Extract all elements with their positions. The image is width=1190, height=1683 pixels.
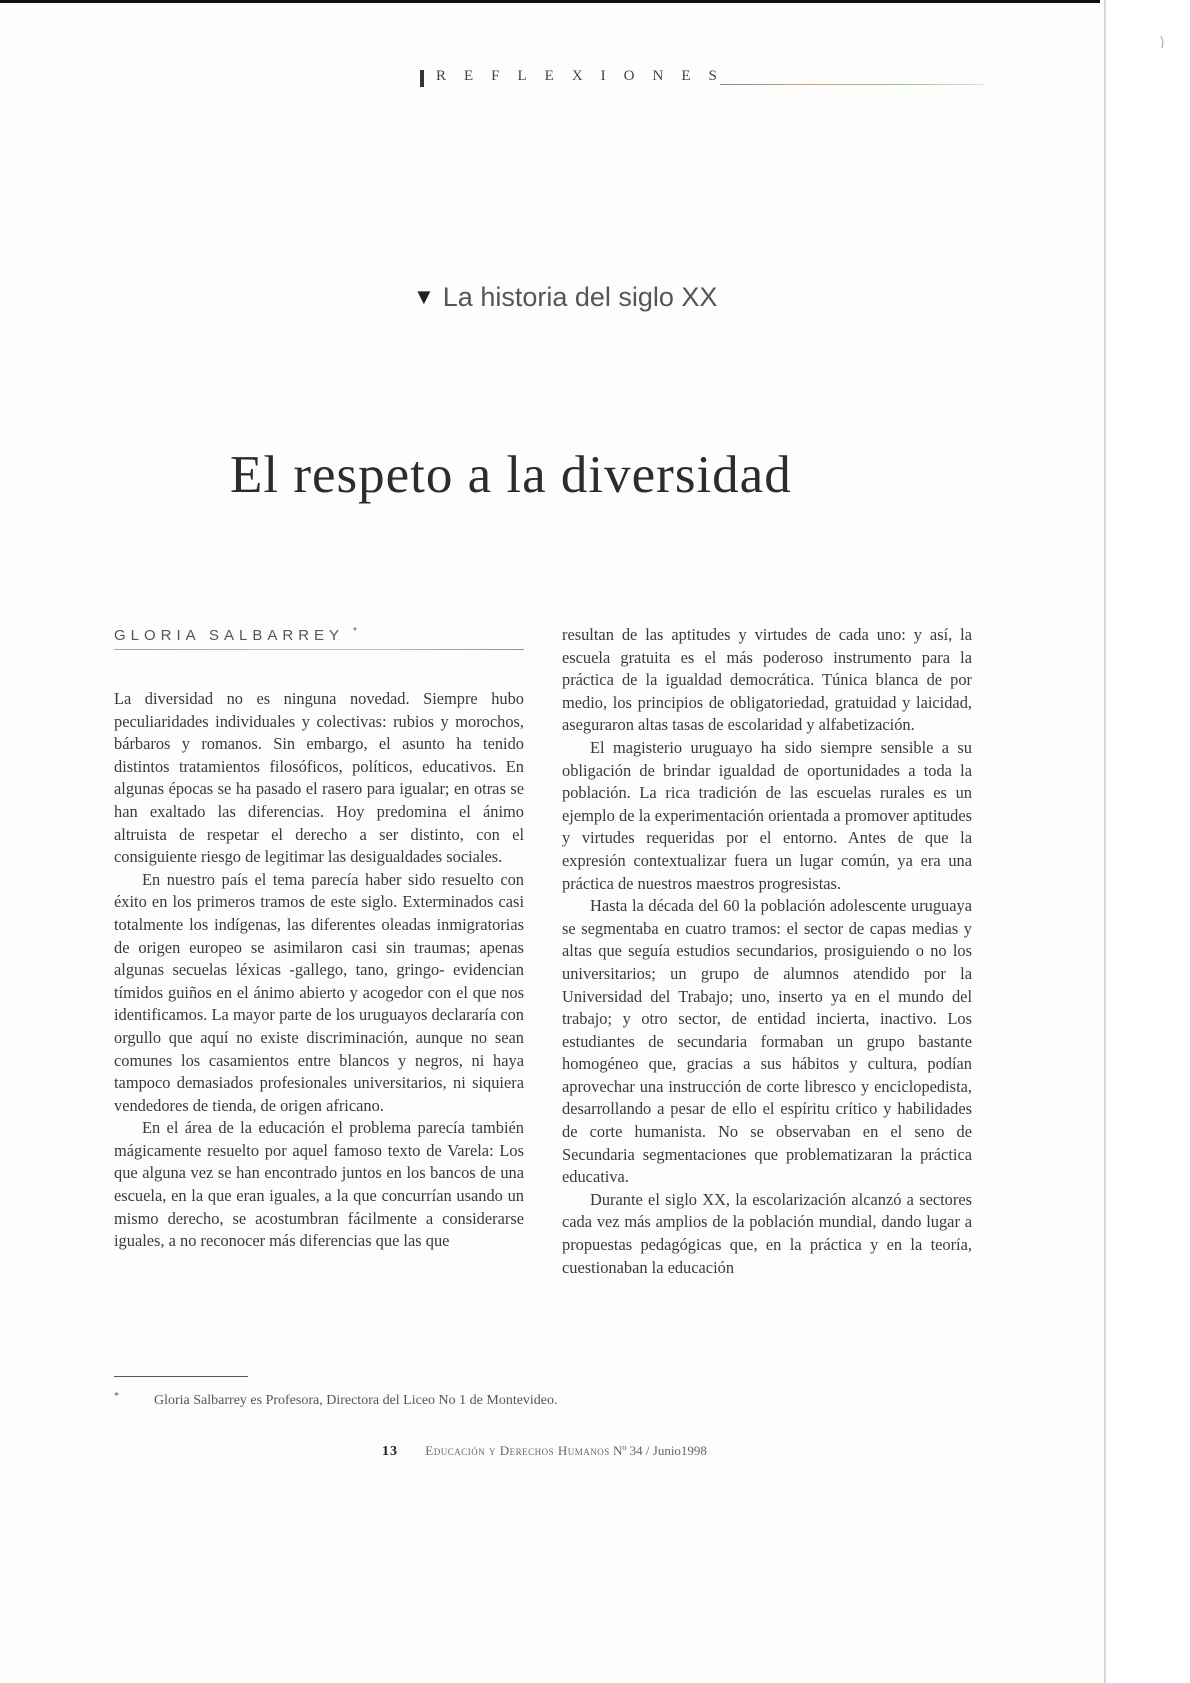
- scan-top-edge: [0, 0, 1100, 3]
- subtitle: [413, 282, 873, 322]
- author-rule: [114, 649, 524, 650]
- footnote-rule: [114, 1376, 248, 1377]
- section-rule: [720, 84, 985, 85]
- footnote-text: Gloria Salbarrey es Profesora, Directora del Liceo No 1 de Montevideo.: [154, 1393, 558, 1408]
- scan-margin: [1106, 0, 1190, 1683]
- journal-name: Educación y Derechos Humanos: [425, 1443, 610, 1458]
- footnote: [114, 1391, 734, 1413]
- body-column-left: [114, 688, 524, 1348]
- body-column-right: [562, 624, 972, 1354]
- paragraph: El magisterio uruguayo ha sido siempre sensible a su obligación de brindar igualdad de oportunidades a toda la población. La rica tradición de las escuelas rurales es un ejemplo de la experimentación orientada a promover aptitudes y virtudes requeridas por el entorno. Antes de que la expresión contextualizar fuera un lugar común, ya era una práctica de nuestros maestros progresistas.: [562, 737, 972, 893]
- article-title: El respeto a la diversidad: [230, 446, 792, 504]
- paragraph: En nuestro país el tema parecía haber sido resuelto con éxito en los primeros tramos de este siglo. Exterminados casi totalmente los indígenas, las diferentes oleadas inmigratorias de origen europeo se asimilaron casi sin traumas; apenas algunas secuelas léxicas -gallego, tano, gringo- evidencian tímidos guiños en el ánimo abierto y acogedor con el que nos identificamos. La mayor parte de los uruguayos declararía con orgullo que aquí no existe discriminación, aunque no sean comunes los casamientos entre blancos y negros, ni haya tampoco demasiados profesionales universitarios, ni siquiera vendedores de tienda, de origen africano.: [114, 869, 524, 1115]
- scan-speck: [1160, 36, 1166, 48]
- section-header: [420, 66, 985, 92]
- paragraph: En el área de la educación el problema parecía también mágicamente resuelto por aquel famoso texto de Varela: Los que alguna vez se han encontrado juntos en los bancos de una escuela, en la que eran iguales, a la que concurrían usando un mismo derecho, se acostumbran fácilmente a considerarse iguales, a no reconocer más diferencias que las que: [114, 1118, 524, 1251]
- author-line: [114, 626, 524, 648]
- author-name: GLORIA SALBARREY: [114, 627, 344, 644]
- section-label: REFLEXIONES: [436, 68, 735, 84]
- page-footer: [382, 1443, 812, 1467]
- paragraph: resultan de las aptitudes y virtudes de cada uno: y así, la escuela gratuita es el más poderoso instrumento para la práctica de la igualdad democrática. Túnica blanca de por medio, los principios de obligatoriedad, gratuidad y laicidad, aseguraron altas tasas de escolaridad y alfabetización.: [562, 625, 972, 735]
- paragraph: La diversidad no es ninguna novedad. Siempre hubo peculiaridades individuales y colectivas: rubios y morochos, bárbaros y romanos. Sin embargo, el asunto ha tenido distintos tratamientos filosóficos, políticos, educativos. En algunas épocas se ha pasado el rasero para igualar; en otras se han exaltado las diferencias. Hoy predomina el ánimo altruista de respetar el derecho a ser distinto, con el consiguiente riesgo de legitimar las desigualdades sociales.: [114, 689, 524, 867]
- author-footnote-mark: *: [352, 626, 357, 637]
- paragraph: Hasta la década del 60 la población adolescente uruguaya se segmentaba en cuatro tramos: el sector de capas medias y altas que seguía estudios secundarios, prosiguiendo o no los universitarios; un grupo de alumnos atendido por la Universidad del Trabajo; uno, inserto ya en el mundo del trabajo; y otro sector, de entidad incierta, inactivo. Los estudiantes de secundaria formaban un grupo bastante homogéneo que, gracias a sus hábitos y cultura, podían aprovechar una instrucción de corte libresco y enciclopedista, desarrollando a pesar de ello el espíritu crítico y habilidades de corte humanista. No se observaban en el seno de Secundaria segmentaciones que problematizaran la práctica educativa.: [562, 896, 972, 1187]
- section-bar: [420, 70, 424, 87]
- footnote-mark: *: [114, 1391, 119, 1402]
- page-number: 13: [382, 1444, 398, 1459]
- subtitle-text: La historia del siglo XX: [442, 282, 718, 312]
- paragraph: Durante el siglo XX, la escolarización alcanzó a sectores cada vez más amplios de la población mundial, dando lugar a propuestas pedagógicas que, en la práctica y en la teoría, cuestionaban la educación: [562, 1189, 972, 1277]
- journal-issue: Nº 34 / Junio1998: [612, 1443, 707, 1458]
- triangle-down-icon: ▼: [413, 284, 435, 309]
